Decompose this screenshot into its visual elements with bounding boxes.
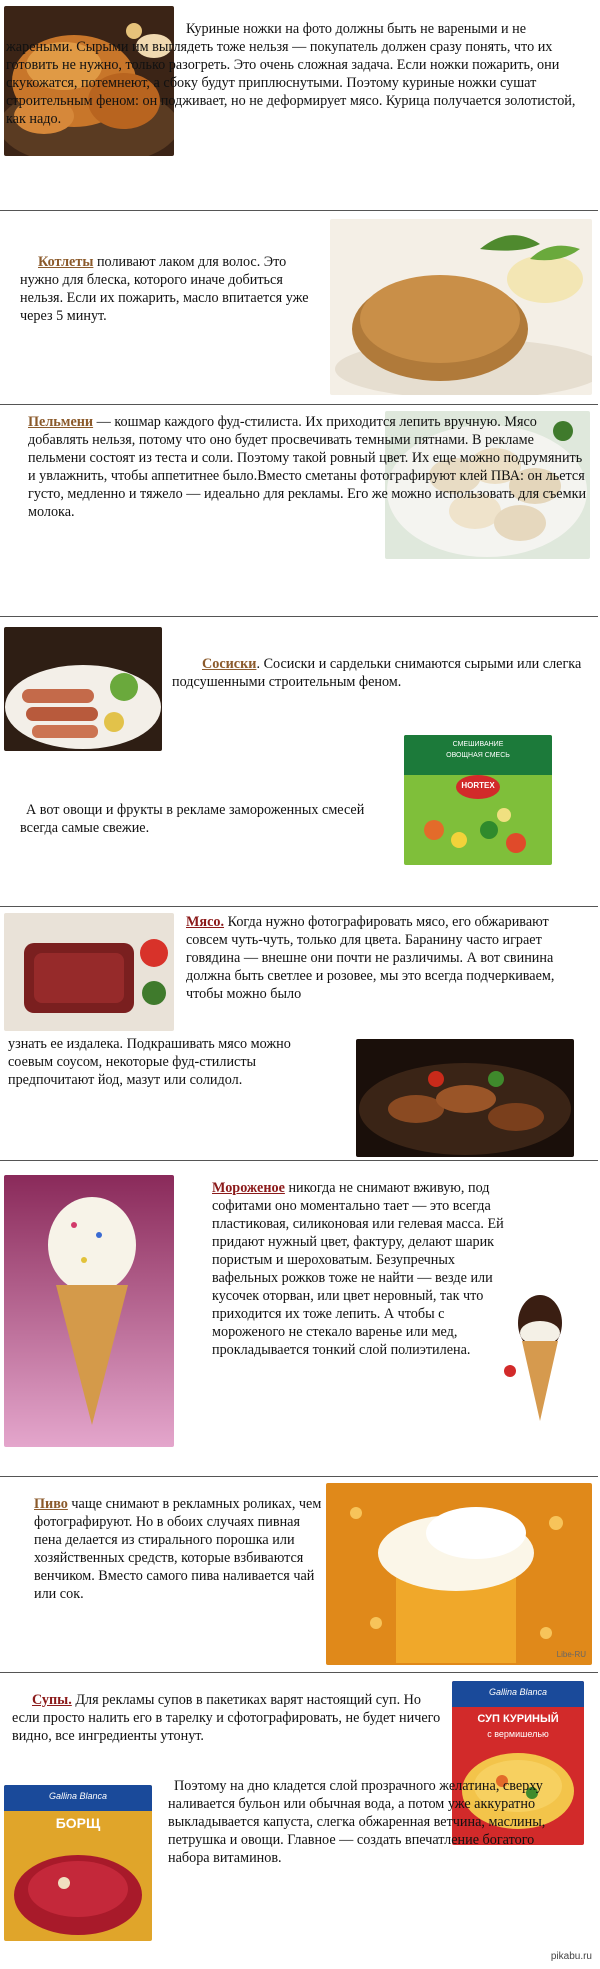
icecream-cone-photo [500, 1291, 572, 1423]
icecream-text [212, 1179, 512, 1359]
meat-title: Мясо. [186, 914, 225, 930]
soups-text [12, 1691, 442, 1745]
icecream-body: никогда не снимают вживую, под софитами оно моментально тает — это всегда пластиковая, силиконовая или гелевая масса. Ей придают нужный цвет, фактуру, делают шарик пористым и шероховатым. Безупречных вафельных рожков тоже не найти — везде или кусочек оторван, или цвет неровный, так что приходится их тоже лепить. А чтобы с мороженого не стекало варенье или мед, прокладывается тонкий слой полиэтилена. [212, 1180, 504, 1358]
soup-pack-1-name: СУП КУРИНЫЙ [477, 1713, 559, 1725]
soup-pack-2-name: БОРЩ [55, 1815, 101, 1831]
section-icecream [0, 1160, 598, 1475]
section-soups [0, 1672, 598, 1969]
meat-photo [4, 913, 174, 1031]
cutlets-title: Котлеты [38, 254, 94, 270]
sausages-title: Сосиски [202, 656, 257, 672]
section-meat [0, 906, 598, 1159]
beer-body: чаще снимают в рекламных роликах, чем фотографируют. Но в обоих случаях пивная пена делается из стирального порошка или хозяйственных средств, которые взбиваются венчиком. Вместо самого пива наливается чай или сок. [34, 1496, 322, 1602]
chicken-text: Куриные ножки на фото должны быть не варeными и не жареными. Сырыми им выглядеть тоже нельзя — покупатель должен сразу понять, что их готовить не нужно, только разогреть. Это очень сложная задача. Если ножки пожарить, они скукожатся, потемнеют, а сбоку будут приплюснутыми. Поэтому куриные ножки сушат строительным феном: он подживает, но не деформирует мясо. Курица получается золотистой, как надо. [6, 21, 576, 127]
section-sausages [0, 616, 598, 905]
section-chicken [0, 0, 598, 208]
veg-pack-photo [404, 735, 552, 865]
veg-pack-line1: СМЕШИВАНИЕ [452, 741, 504, 748]
beer-title: Пиво [34, 1496, 68, 1512]
soup-pack-1-sub: с вермишелью [487, 1729, 549, 1739]
pelmeni-text [28, 413, 590, 521]
soup-pack-2 [4, 1785, 152, 1941]
veg-pack-line2: ОВОЩНАЯ СМЕСЬ [446, 752, 510, 759]
veg-text: А вот овощи и фрукты в рекламе замороженных смесей всегда самые свежие. [20, 802, 365, 836]
veg-pack-brand: HORTEX [461, 781, 495, 790]
section-cutlets [0, 210, 598, 403]
beer-watermark: Libe-RU [556, 1650, 586, 1659]
section-beer [0, 1476, 598, 1671]
cutlets-body: поливают лаком для волос. Это нужно для блеска, которого иначе добиться нельзя. Если их пожарить, масло впитается уже через 5 минут. [20, 254, 309, 324]
grill-photo [356, 1039, 574, 1157]
pelmeni-title: Пельмени [28, 414, 94, 430]
cutlet-photo [330, 219, 592, 395]
soup-pack-2-brand: Gallina Blanca [48, 1791, 108, 1801]
sausages-photo [4, 627, 162, 751]
icecream-photo [4, 1175, 174, 1447]
soup-pack-1-brand: Gallina Blanca [488, 1687, 548, 1697]
soups-body: Для рекламы супов в пакетиках варят настоящий суп. Но если просто налить его в тарелку и сфотографировать, не будет ничего видно, все ингредиенты утонут. [12, 1692, 441, 1744]
meat-body: Когда нужно фотографировать мясо, его обжаривают совсем чуть-чуть, только для цвета. Баранину часто играет говядина — внешне они почти не различимы. А вот свинина должна быть светлее и розовее, мы это всегда подчеркиваем, чтобы можно было [186, 914, 555, 1002]
footer-site[interactable]: pikabu.ru [550, 1951, 592, 1962]
soups-title: Супы. [32, 1692, 72, 1708]
pelmeni-body: — кошмар каждого фуд-стилиста. Их приходится лепить вручную. Мясо добавлять нельзя, потому что оно будет просвечивать темными пятнами. В рекламе пельмени состоят из теста и соли. Поэтому такой ровный цвет. Их еще можно подрумянить и увлажнить, чтобы аппетитнее было.Вместо сметаны фотографируют клей ПВА: он льется густо, медленно и тяжело — идеально для рекламы. Его же можно использовать для съемки молока. [28, 414, 587, 520]
beer-text [34, 1495, 324, 1603]
meat-text-2: узнать ее издалека. Подкрашивать мясо можно соевым соусом, некоторые фуд-стилисты предпочитают йод, мазут или солидол. [8, 1036, 291, 1088]
beer-photo [326, 1483, 592, 1665]
sausages-body: . Сосиски и сардельки снимаются сырыми или слегка подсушенными строительным феном. [172, 656, 582, 690]
soups-text-2: Поэтому на дно кладется слой прозрачного желатина, сверху наливается бульон или обычная вода, а потом уже аккуратно выкладывается капуста, слегка обжаренная ветчина, маслины, петрушка и овощи. Главное — создать впечатление богатого набора витаминов. [168, 1778, 546, 1866]
meat-text [186, 913, 586, 1003]
icecream-title: Мороженое [212, 1180, 285, 1196]
cutlets-text [20, 253, 310, 325]
section-pelmeni [0, 404, 598, 615]
sausages-text [172, 655, 582, 691]
